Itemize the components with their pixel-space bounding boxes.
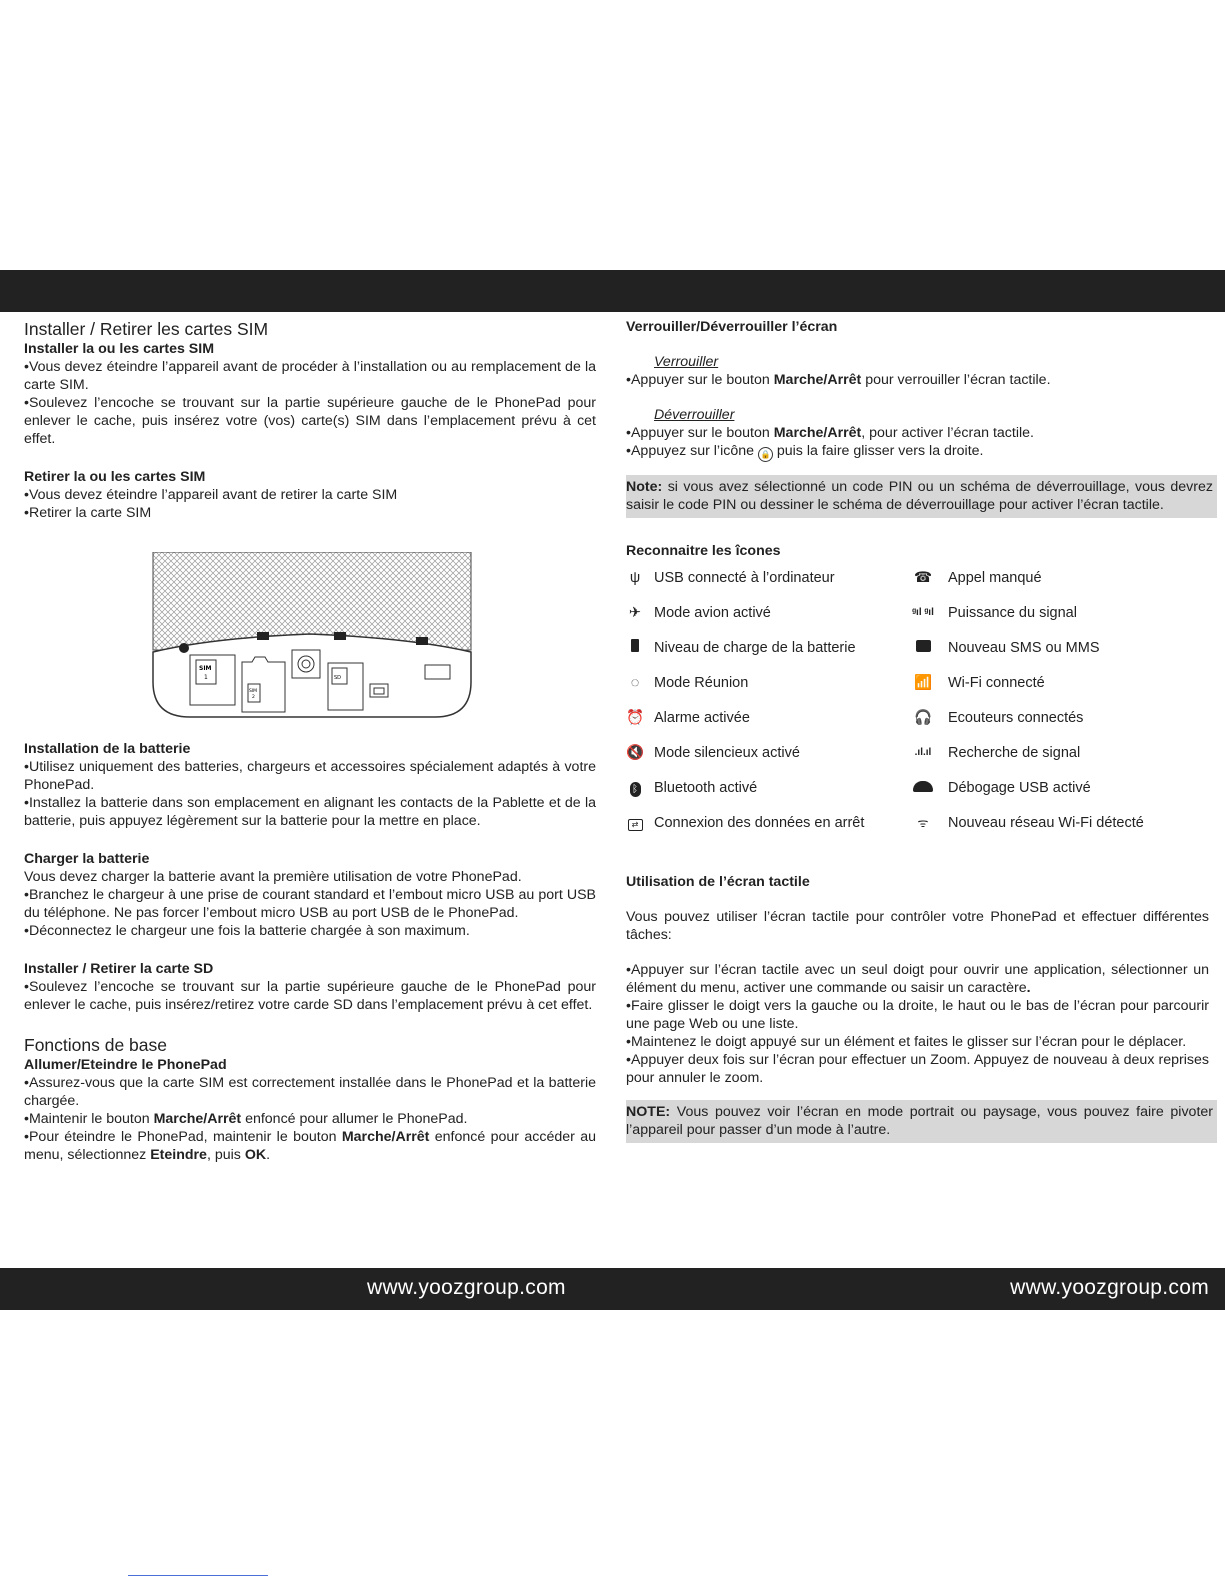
heading-touchscreen: Utilisation de l’écran tactile (626, 874, 810, 890)
list-item: ◌ Mode Réunion (626, 673, 748, 693)
list-item: Débogage USB activé (912, 778, 1091, 798)
list-item: 🔇 Mode silencieux activé (626, 745, 800, 761)
right-column (626, 318, 1213, 1143)
paragraph: •Vous devez éteindre l’appareil avant de retirer la carte SIM (24, 487, 398, 503)
heading-sd-card: Installer / Retirer la carte SD (24, 961, 214, 977)
paragraph: •Branchez le chargeur à une prise de courant standard et l’embout micro USB au port USB du téléphone. Ne pas forcer l’embout micro USB au port USB de le PhonePad. (24, 887, 596, 921)
list-item: 🎧 Ecouteurs connectés (914, 710, 1084, 726)
svg-text:1: 1 (204, 674, 208, 681)
list-item: ⏰ Alarme activée (626, 710, 750, 726)
heading-battery-install: Installation de la batterie (24, 741, 191, 757)
svg-text:2: 2 (252, 695, 255, 700)
sms-icon (914, 639, 932, 657)
alarm-icon: ⏰ (626, 710, 645, 726)
bottom-rule (128, 1575, 268, 1576)
paragraph: Vous pouvez utiliser l’écran tactile pour contrôler votre PhonePad et effectuer différentes tâches: (626, 909, 1209, 943)
silent-icon: 🔇 (626, 745, 645, 761)
sim2-label: SIM (249, 689, 258, 694)
list-item: .ıl.ıl Recherche de signal (908, 743, 1080, 763)
sim1-label: SIM (199, 665, 212, 672)
list-item: ᯤ Nouveau réseau Wi-Fi détecté (914, 813, 1144, 833)
list-item: Niveau de charge de la batterie (626, 638, 856, 658)
header-bar (0, 270, 1225, 312)
missed-call-icon: ☎ (914, 570, 933, 586)
paragraph: •Utilisez uniquement des batteries, chargeurs et accessoires spécialement adaptés à votre PhonePad. (24, 759, 596, 793)
list-item: ☎ Appel manqué (914, 570, 1042, 586)
list-item: ⇄ Connexion des données en arrêt (626, 813, 864, 833)
battery-icon (626, 639, 644, 657)
paragraph: •Appuyer deux fois sur l’écran pour effectuer un Zoom. Appuyez de nouveau à deux reprises pour annuler le zoom. (626, 1052, 1209, 1086)
section-title-sim: Installer / Retirer les cartes SIM (24, 319, 269, 339)
usb-icon: ψ (629, 570, 641, 586)
list-item: ᵍıl ᵍıl Puissance du signal (908, 603, 1077, 623)
paragraph: •Faire glisser le doigt vers la gauche ou la droite, le haut ou le bas de l’écran pour parcourir une page Web ou une liste. (626, 998, 1209, 1032)
heading-icons: Reconnaitre les îcones (626, 543, 781, 559)
paragraph: •Maintenir le bouton Marche/Arrêt enfoncé pour allumer le PhonePad. (24, 1111, 468, 1127)
sd-label: SD (334, 675, 342, 681)
android-debug-icon (912, 779, 934, 797)
footer-url-right: www.yoozgroup.com (1010, 1276, 1209, 1299)
list-item: 📶 Wi-Fi connecté (914, 675, 1045, 691)
airplane-icon: ✈ (628, 605, 642, 621)
paragraph: •Assurez-vous que la carte SIM est correctement installée dans le PhonePad et la batterie chargée. (24, 1075, 596, 1109)
list-item: ᛒ Bluetooth activé (626, 778, 757, 798)
signal-strength-icon: ᵍıl ᵍıl (912, 607, 934, 618)
headphones-icon: 🎧 (914, 710, 933, 726)
paragraph: •Pour éteindre le PhonePad, maintenir le bouton Marche/Arrêt enfoncé pour accéder au menu, sélectionnez Eteindre, puis OK. (24, 1129, 596, 1163)
paragraph: •Vous devez éteindre l’appareil avant de procéder à l’installation ou au remplacement de la carte SIM. (24, 359, 596, 393)
heading-power: Allumer/Eteindre le PhonePad (24, 1057, 227, 1073)
footer-url-left: www.yoozgroup.com (367, 1276, 566, 1299)
footer-bar (0, 1268, 1225, 1310)
paragraph: Vous devez charger la batterie avant la première utilisation de votre PhonePad. (24, 869, 522, 885)
lock-icon: 🔒 (758, 447, 773, 462)
list-item: ✈ Mode avion activé (626, 603, 771, 623)
paragraph: •Appuyez sur l’icône 🔒 puis la faire glisser vers la droite. (626, 442, 1209, 462)
section-title-basics: Fonctions de base (24, 1035, 168, 1055)
paragraph: •Soulevez l’encoche se trouvant sur la partie supérieure gauche de le PhonePad pour enlever le cache, puis insérez/retirez votre carde SD dans l’emplacement prévu à cet effet. (24, 979, 596, 1013)
icon-legend (626, 566, 1209, 851)
heading-charge-battery: Charger la batterie (24, 851, 150, 867)
sim-slot-diagram (150, 552, 475, 724)
subheading-unlock: Déverrouiller (654, 407, 735, 423)
paragraph: •Soulevez l’encoche se trouvant sur la partie supérieure gauche de le PhonePad pour enlever le cache, puis insérez votre (vos) carte(s) SIM dans l’emplacement prévu à cet effet. (24, 395, 596, 447)
heading-lock-screen: Verrouiller/Déverrouiller l’écran (626, 319, 838, 335)
left-column (24, 318, 596, 1164)
list-item: ψ USB connecté à l’ordinateur (626, 568, 835, 588)
paragraph: •Appuyer sur l’écran tactile avec un seul doigt pour ouvrir une application, sélectionner un élément du menu, activer une commande ou saisir un caractère. (626, 962, 1209, 996)
note-box-orientation: NOTE: Vous pouvez voir l’écran en mode portrait ou paysage, vous pouvez faire pivoter l’appareil pour passer d’un mode à l’autre. (626, 1100, 1217, 1143)
heading-remove-sim: Retirer la ou les cartes SIM (24, 469, 206, 485)
wifi-icon: 📶 (914, 675, 933, 691)
signal-search-icon: .ıl.ıl (914, 747, 932, 758)
list-item: Nouveau SMS ou MMS (914, 638, 1100, 658)
paragraph: •Installez la batterie dans son emplacement en alignant les contacts de la Pablette et de la batterie, puis appuyez légèrement sur la batterie pour la mettre en place. (24, 795, 596, 829)
bluetooth-icon: ᛒ (626, 779, 644, 797)
note-box-pin: Note: si vous avez sélectionné un code PIN ou un schéma de déverrouillage, vous devrez saisir le code PIN ou dessiner le schéma de déverrouillage pour activer l’écran tactile. (626, 475, 1217, 518)
heading-install-sim: Installer la ou les cartes SIM (24, 341, 215, 357)
paragraph: •Maintenez le doigt appuyé sur un élément et faites le glisser sur l’écran pour le déplacer. (626, 1034, 1187, 1050)
paragraph: •Déconnectez le chargeur une fois la batterie chargée à son maximum. (24, 923, 470, 939)
subheading-lock: Verrouiller (654, 354, 719, 370)
data-off-icon: ⇄ (626, 814, 644, 832)
wifi-new-icon: ᯤ (917, 816, 929, 830)
paragraph: •Retirer la carte SIM (24, 505, 152, 521)
meeting-icon: ◌ (630, 675, 640, 691)
paragraph: •Appuyer sur le bouton Marche/Arrêt pour verrouiller l’écran tactile. (626, 372, 1051, 388)
paragraph: •Appuyer sur le bouton Marche/Arrêt, pour activer l’écran tactile. (626, 425, 1034, 441)
